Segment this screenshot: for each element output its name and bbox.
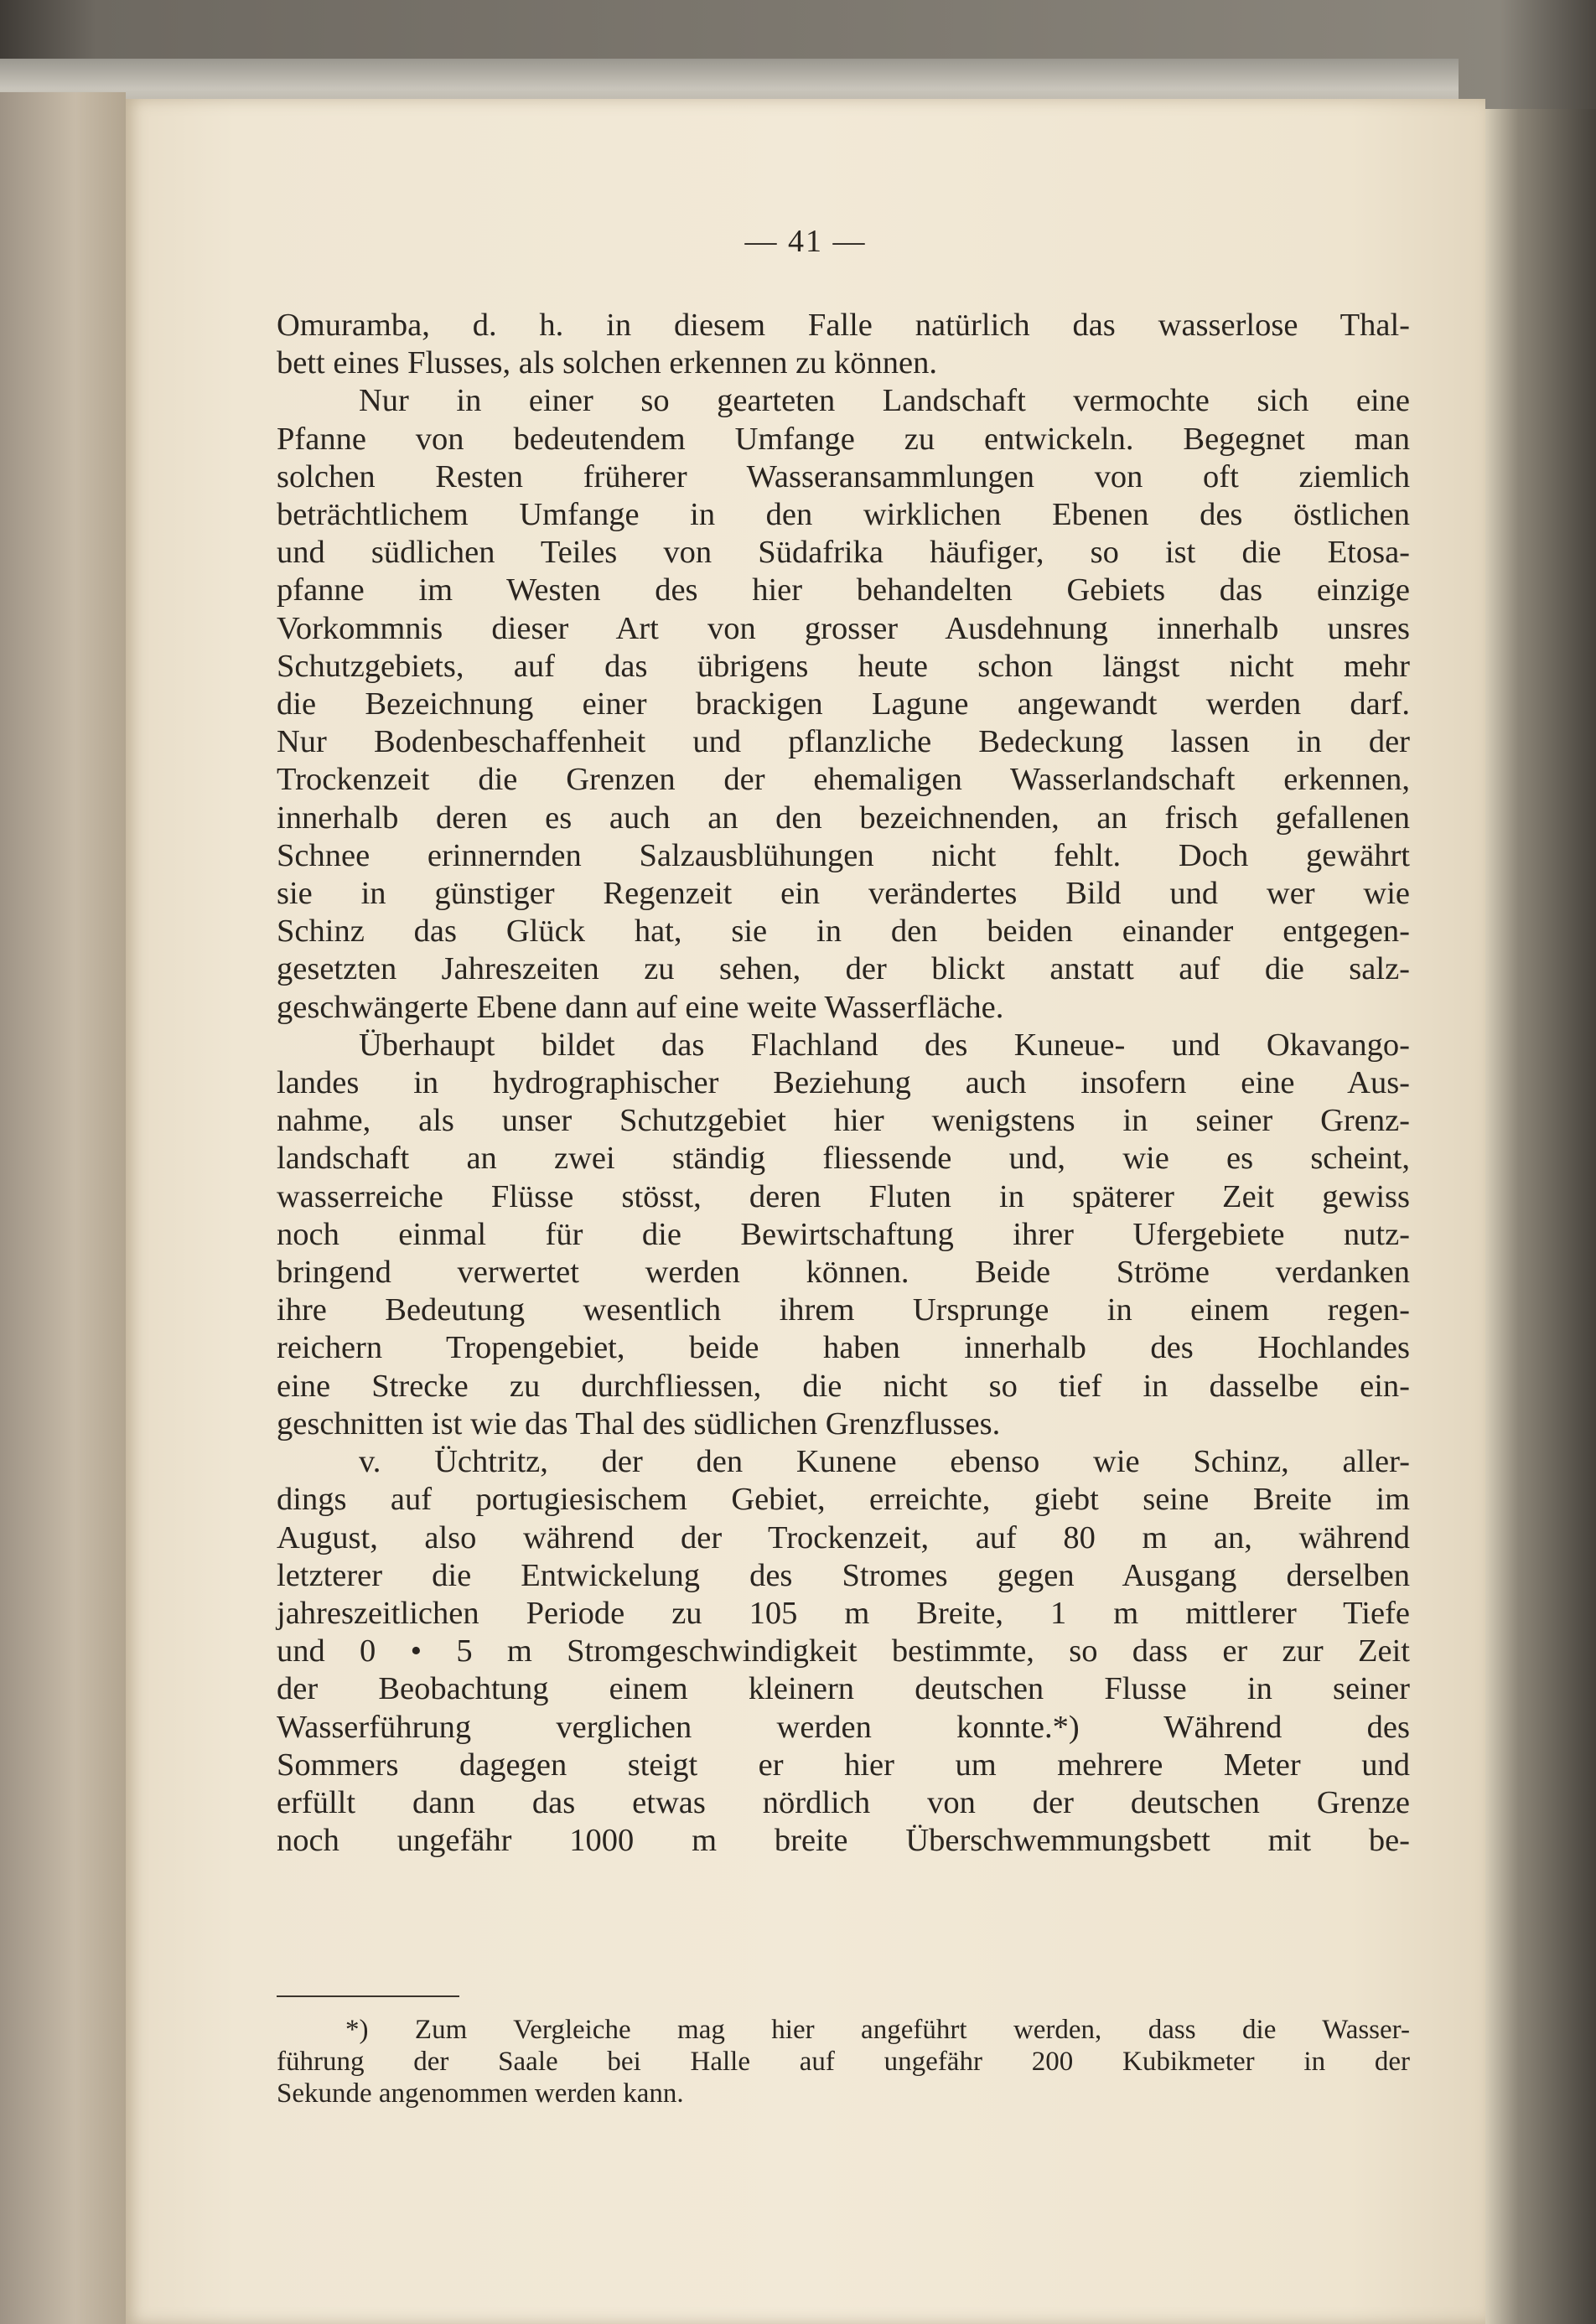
text-line: der Beobachtung einem kleinern deutschen Flusse in seiner	[277, 1671, 1410, 1707]
text-line: Sommers dagegen steigt er hier um mehrere Meter und	[277, 1747, 1410, 1783]
facing-page-edge	[0, 92, 126, 2324]
book-page	[126, 99, 1485, 2324]
text-line: jahreszeitlichen Periode zu 105 m Breite, 1 m mittlerer Tiefe	[277, 1595, 1410, 1631]
text-line: noch einmal für die Bewirtschaftung ihrer Ufergebiete nutz-	[277, 1216, 1410, 1252]
text-line: landschaft an zwei ständig fliessende und, wie es scheint,	[277, 1141, 1410, 1177]
text-line: wasserreiche Flüsse stösst, deren Fluten in späterer Zeit gewiss	[277, 1178, 1410, 1214]
text-line: innerhalb deren es auch an den bezeichnenden, an frisch gefallenen	[277, 800, 1410, 836]
text-line: Wasserführung verglichen werden konnte.*) Während des	[277, 1709, 1410, 1745]
text-line: reichern Tropengebiet, beide haben innerhalb des Hochlandes	[277, 1330, 1410, 1366]
text-line: Omuramba, d. h. in diesem Falle natürlich das wasserlose Thal-	[277, 308, 1410, 343]
footnote-line: Sekunde angenommen werden kann.	[277, 2078, 684, 2109]
page-stack-edge	[1485, 109, 1596, 2324]
text-line: nahme, als unser Schutzgebiet hier wenigstens in seiner Grenz-	[277, 1103, 1410, 1139]
text-line: gesetzten Jahreszeiten zu sehen, der blickt anstatt auf die salz-	[277, 951, 1410, 987]
text-line: und 0 • 5 m Stromgeschwindigkeit bestimmte, so dass er zur Zeit	[277, 1633, 1410, 1669]
text-line: August, also während der Trockenzeit, auf 80 m an, während	[277, 1519, 1410, 1555]
text-line: Schinz das Glück hat, sie in den beiden einander entgegen-	[277, 914, 1410, 950]
footnote	[277, 2014, 1410, 2109]
text-line: Pfanne von bedeutendem Umfange zu entwickeln. Begegnet man	[277, 421, 1410, 457]
text-line: noch ungefähr 1000 m breite Überschwemmungsbett mit be-	[277, 1823, 1410, 1859]
text-line: ihre Bedeutung wesentlich ihrem Ursprunge in einem regen-	[277, 1292, 1410, 1328]
footnote-separator	[277, 1995, 459, 1997]
text-line: bett eines Flusses, als solchen erkennen zu können.	[277, 345, 937, 381]
text-line: landes in hydrographischer Beziehung auch insofern eine Aus-	[277, 1065, 1410, 1101]
text-line: erfüllt dann das etwas nördlich von der deutschen Grenze	[277, 1784, 1410, 1820]
body-text	[277, 307, 1410, 1860]
text-line: dings auf portugiesischem Gebiet, erreichte, giebt seine Breite im	[277, 1482, 1410, 1518]
text-line: Schnee erinnernden Salzausblühungen nicht fehlt. Doch gewährt	[277, 837, 1410, 873]
footnote-line: führung der Saale bei Halle auf ungefähr 200 Kubikmeter in der	[277, 2047, 1410, 2077]
text-line: Nur Bodenbeschaffenheit und pflanzliche Bedeckung lassen in der	[277, 724, 1410, 760]
text-line: sie in günstiger Regenzeit ein verändertes Bild und wer wie	[277, 876, 1410, 912]
text-line: eine Strecke zu durchfliessen, die nicht so tief in dasselbe ein-	[277, 1368, 1410, 1404]
text-line: Trockenzeit die Grenzen der ehemaligen Wasserlandschaft erkennen,	[277, 762, 1410, 798]
text-line: Vorkommnis dieser Art von grosser Ausdehnung innerhalb unsres	[277, 610, 1410, 646]
footnote-line: *) Zum Vergleiche mag hier angeführt werden, dass die Wasser-	[345, 2015, 1410, 2045]
text-line: solchen Resten früherer Wasseransammlungen von oft ziemlich	[277, 458, 1410, 494]
text-line: beträchtlichem Umfange in den wirklichen Ebenen des östlichen	[277, 497, 1410, 533]
text-line: Schutzgebiets, auf das übrigens heute schon längst nicht mehr	[277, 648, 1410, 684]
text-line: Überhaupt bildet das Flachland des Kuneue- und Okavango-	[359, 1027, 1410, 1063]
page-number: — 41 —	[744, 224, 867, 259]
text-line: und südlichen Teiles von Südafrika häufiger, so ist die Etosa-	[277, 535, 1410, 571]
text-line: pfanne im Westen des hier behandelten Gebiets das einzige	[277, 572, 1410, 608]
text-line: bringend verwertet werden können. Beide Ströme verdanken	[277, 1255, 1410, 1291]
text-line: v. Üchtritz, der den Kunene ebenso wie Schinz, aller-	[359, 1444, 1410, 1480]
text-line: geschnitten ist wie das Thal des südlichen Grenzflusses.	[277, 1405, 1001, 1442]
text-line: geschwängerte Ebene dann auf eine weite Wasserfläche.	[277, 989, 1004, 1025]
text-line: Nur in einer so gearteten Landschaft vermochte sich eine	[359, 383, 1410, 419]
text-line: die Bezeichnung einer brackigen Lagune angewandt werden darf.	[277, 686, 1410, 722]
text-line: letzterer die Entwickelung des Stromes gegen Ausgang derselben	[277, 1557, 1410, 1593]
